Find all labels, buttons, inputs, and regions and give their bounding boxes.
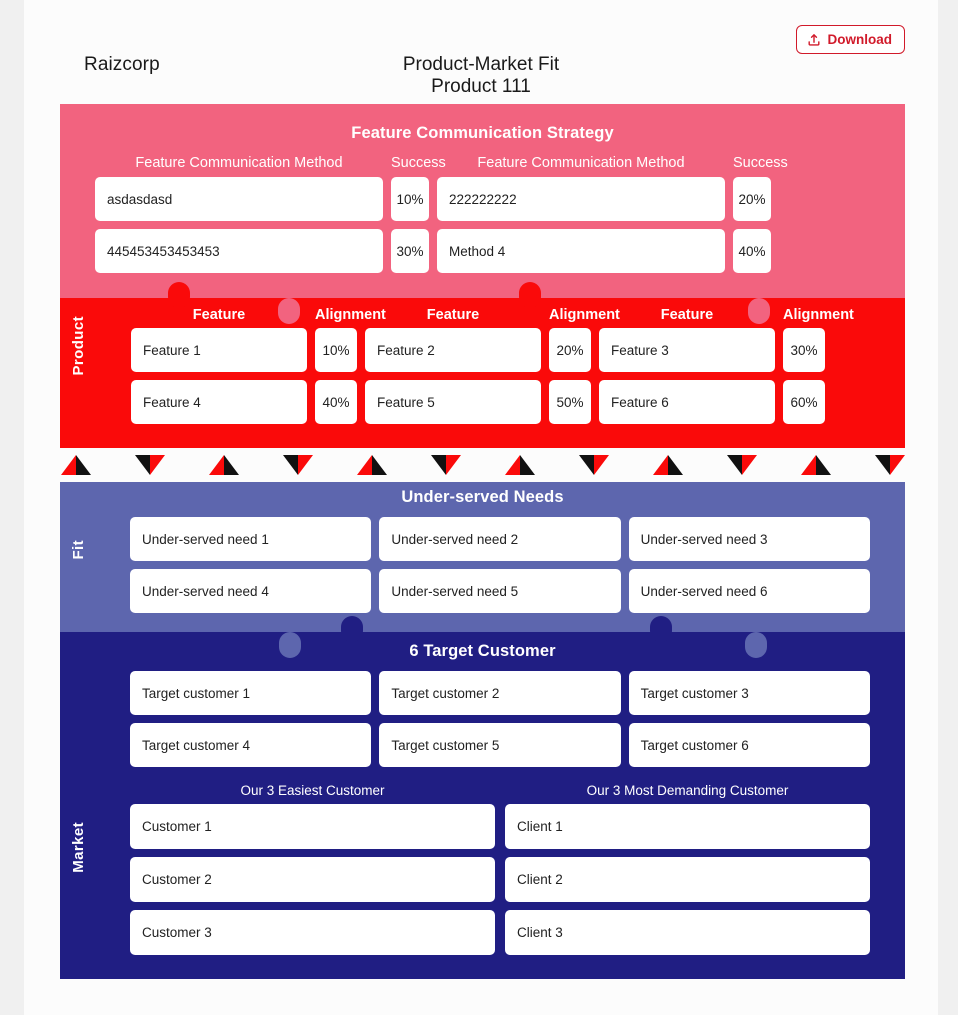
- demanding-customer-cell[interactable]: Client 3: [505, 910, 870, 955]
- puzzle-notch-down: [279, 632, 301, 658]
- spacer: [621, 723, 629, 767]
- spacer: [383, 229, 391, 273]
- spacer: [725, 229, 733, 273]
- features-col-alignment-2: Alignment: [549, 307, 620, 323]
- spacer: [357, 328, 365, 372]
- page-title: [24, 54, 938, 98]
- strategy-col-success-2: Success: [733, 155, 788, 171]
- alignment-cell[interactable]: 50%: [549, 380, 591, 424]
- download-button[interactable]: [796, 25, 906, 54]
- chevron-divider: [60, 450, 905, 482]
- spacer: [307, 307, 315, 323]
- strategy-method-cell[interactable]: 222222222: [437, 177, 725, 221]
- strategy-header-row: [60, 143, 905, 171]
- section-product-features: [60, 298, 905, 448]
- feature-cell[interactable]: Feature 2: [365, 328, 541, 372]
- target-customer-cell[interactable]: Target customer 2: [379, 671, 620, 715]
- underserved-title: Under-served Needs: [401, 488, 564, 506]
- strategy-rows: [60, 171, 905, 273]
- table-row: [130, 671, 870, 715]
- chevron-down-icon: [430, 455, 464, 477]
- chevron-up-icon: [800, 455, 834, 477]
- spacer: [495, 804, 505, 849]
- strategy-col-method-2: Feature Communication Method: [477, 155, 685, 171]
- section-under-served-needs: [60, 482, 905, 632]
- page-title-line1: Product-Market Fit: [402, 54, 560, 75]
- puzzle-notch-down: [748, 298, 770, 324]
- puzzle-notch-down: [745, 632, 767, 658]
- alignment-cell[interactable]: 40%: [315, 380, 357, 424]
- spacer: [357, 380, 365, 424]
- chevron-up-icon: [504, 455, 538, 477]
- chevron-down-icon: [874, 455, 908, 477]
- features-col-alignment-1: Alignment: [315, 307, 386, 323]
- spacer: [621, 569, 629, 613]
- strategy-method-cell[interactable]: Method 4: [437, 229, 725, 273]
- underserved-need-cell[interactable]: Under-served need 3: [629, 517, 870, 561]
- strategy-method-cell[interactable]: 445453453453453: [95, 229, 383, 273]
- spacer: [429, 177, 437, 221]
- target-customer-cell[interactable]: Target customer 3: [629, 671, 870, 715]
- spacer: [357, 307, 365, 323]
- features-col-alignment-3: Alignment: [783, 307, 854, 323]
- table-row: [130, 857, 870, 902]
- chevron-up-icon: [652, 455, 686, 477]
- strategy-success-cell[interactable]: 40%: [733, 229, 771, 273]
- spacer: [307, 380, 315, 424]
- easiest-customer-cell[interactable]: Customer 3: [130, 910, 495, 955]
- side-label-market: Market: [70, 822, 87, 873]
- table-row: [130, 723, 870, 767]
- spacer: [591, 328, 599, 372]
- market-rows: [60, 798, 905, 955]
- features-col-feature-3: Feature: [660, 307, 714, 323]
- spacer: [495, 910, 505, 955]
- spacer: [775, 380, 783, 424]
- market-col-easiest: Our 3 Easiest Customer: [240, 783, 385, 798]
- chevron-down-icon: [726, 455, 760, 477]
- spacer: [541, 307, 549, 323]
- spacer: [541, 380, 549, 424]
- alignment-cell[interactable]: 20%: [549, 328, 591, 372]
- spacer: [371, 517, 379, 561]
- target-customer-cell[interactable]: Target customer 4: [130, 723, 371, 767]
- strategy-title: Feature Communication Strategy: [351, 124, 614, 142]
- feature-cell[interactable]: Feature 5: [365, 380, 541, 424]
- upload-icon: [807, 33, 821, 47]
- puzzle-tab-up: [168, 282, 190, 308]
- easiest-customer-cell[interactable]: Customer 2: [130, 857, 495, 902]
- spacer: [371, 671, 379, 715]
- spacer: [307, 328, 315, 372]
- spacer: [495, 783, 505, 798]
- features-col-feature-2: Feature: [426, 307, 480, 323]
- puzzle-notch-down: [278, 298, 300, 324]
- diagram-card: [24, 0, 938, 1015]
- target-customer-cell[interactable]: Target customer 5: [379, 723, 620, 767]
- feature-cell[interactable]: Feature 4: [131, 380, 307, 424]
- alignment-cell[interactable]: 30%: [783, 328, 825, 372]
- underserved-need-cell[interactable]: Under-served need 2: [379, 517, 620, 561]
- underserved-need-cell[interactable]: Under-served need 1: [130, 517, 371, 561]
- spacer: [621, 671, 629, 715]
- spacer: [371, 723, 379, 767]
- easiest-customer-cell[interactable]: Customer 1: [130, 804, 495, 849]
- download-button-label: Download: [827, 32, 892, 47]
- strategy-success-cell[interactable]: 20%: [733, 177, 771, 221]
- strategy-success-cell[interactable]: 30%: [391, 229, 429, 273]
- table-row: [130, 517, 870, 561]
- feature-cell[interactable]: Feature 3: [599, 328, 775, 372]
- alignment-cell[interactable]: 60%: [783, 380, 825, 424]
- spacer: [591, 307, 599, 323]
- side-label-fit: Fit: [70, 540, 87, 560]
- underserved-need-cell[interactable]: Under-served need 5: [379, 569, 620, 613]
- spacer: [371, 569, 379, 613]
- spacer: [429, 155, 437, 171]
- chevron-up-icon: [60, 455, 94, 477]
- table-row: [95, 229, 870, 273]
- features-col-feature-1: Feature: [192, 307, 246, 323]
- spacer: [725, 177, 733, 221]
- chevron-up-icon: [208, 455, 242, 477]
- page-title-line2: Product 111: [431, 76, 531, 97]
- spacer: [775, 307, 783, 323]
- market-header-row: [60, 775, 905, 798]
- spacer: [383, 177, 391, 221]
- spacer: [495, 857, 505, 902]
- table-row: [130, 910, 870, 955]
- brand-name: Raizcorp: [84, 54, 160, 75]
- underserved-need-cell[interactable]: Under-served need 6: [629, 569, 870, 613]
- market-col-demanding: Our 3 Most Demanding Customer: [586, 783, 789, 798]
- demanding-customer-cell[interactable]: Client 2: [505, 857, 870, 902]
- puzzle-tab-up: [519, 282, 541, 308]
- table-row: [130, 804, 870, 849]
- chevron-down-icon: [282, 455, 316, 477]
- spacer: [429, 229, 437, 273]
- target-customer-cell[interactable]: Target customer 1: [130, 671, 371, 715]
- section-feature-communication-strategy: [60, 104, 905, 298]
- target-customers-title: 6 Target Customer: [409, 642, 556, 660]
- spacer: [591, 380, 599, 424]
- strategy-success-cell[interactable]: 10%: [391, 177, 429, 221]
- section-target-customers: [60, 632, 905, 979]
- chevron-down-icon: [134, 455, 168, 477]
- table-row: [130, 569, 870, 613]
- chevron-down-icon: [578, 455, 612, 477]
- puzzle-tab-up: [650, 616, 672, 642]
- feature-cell[interactable]: Feature 6: [599, 380, 775, 424]
- side-label-product: Product: [70, 316, 87, 376]
- strategy-col-success-1: Success: [391, 155, 446, 171]
- features-rows: [60, 323, 905, 424]
- underserved-rows: [60, 507, 905, 613]
- target-customers-rows: [60, 661, 905, 767]
- spacer: [383, 155, 391, 171]
- spacer: [541, 328, 549, 372]
- target-customer-cell[interactable]: Target customer 6: [629, 723, 870, 767]
- underserved-need-cell[interactable]: Under-served need 4: [130, 569, 371, 613]
- puzzle-tab-up: [341, 616, 363, 642]
- strategy-col-method-1: Feature Communication Method: [135, 155, 343, 171]
- spacer: [725, 155, 733, 171]
- table-row: [131, 328, 870, 372]
- strategy-method-cell[interactable]: asdasdasd: [95, 177, 383, 221]
- spacer: [621, 517, 629, 561]
- table-row: [131, 380, 870, 424]
- feature-cell[interactable]: Feature 1: [131, 328, 307, 372]
- table-row: [95, 177, 870, 221]
- alignment-cell[interactable]: 10%: [315, 328, 357, 372]
- spacer: [775, 328, 783, 372]
- demanding-customer-cell[interactable]: Client 1: [505, 804, 870, 849]
- chevron-up-icon: [356, 455, 390, 477]
